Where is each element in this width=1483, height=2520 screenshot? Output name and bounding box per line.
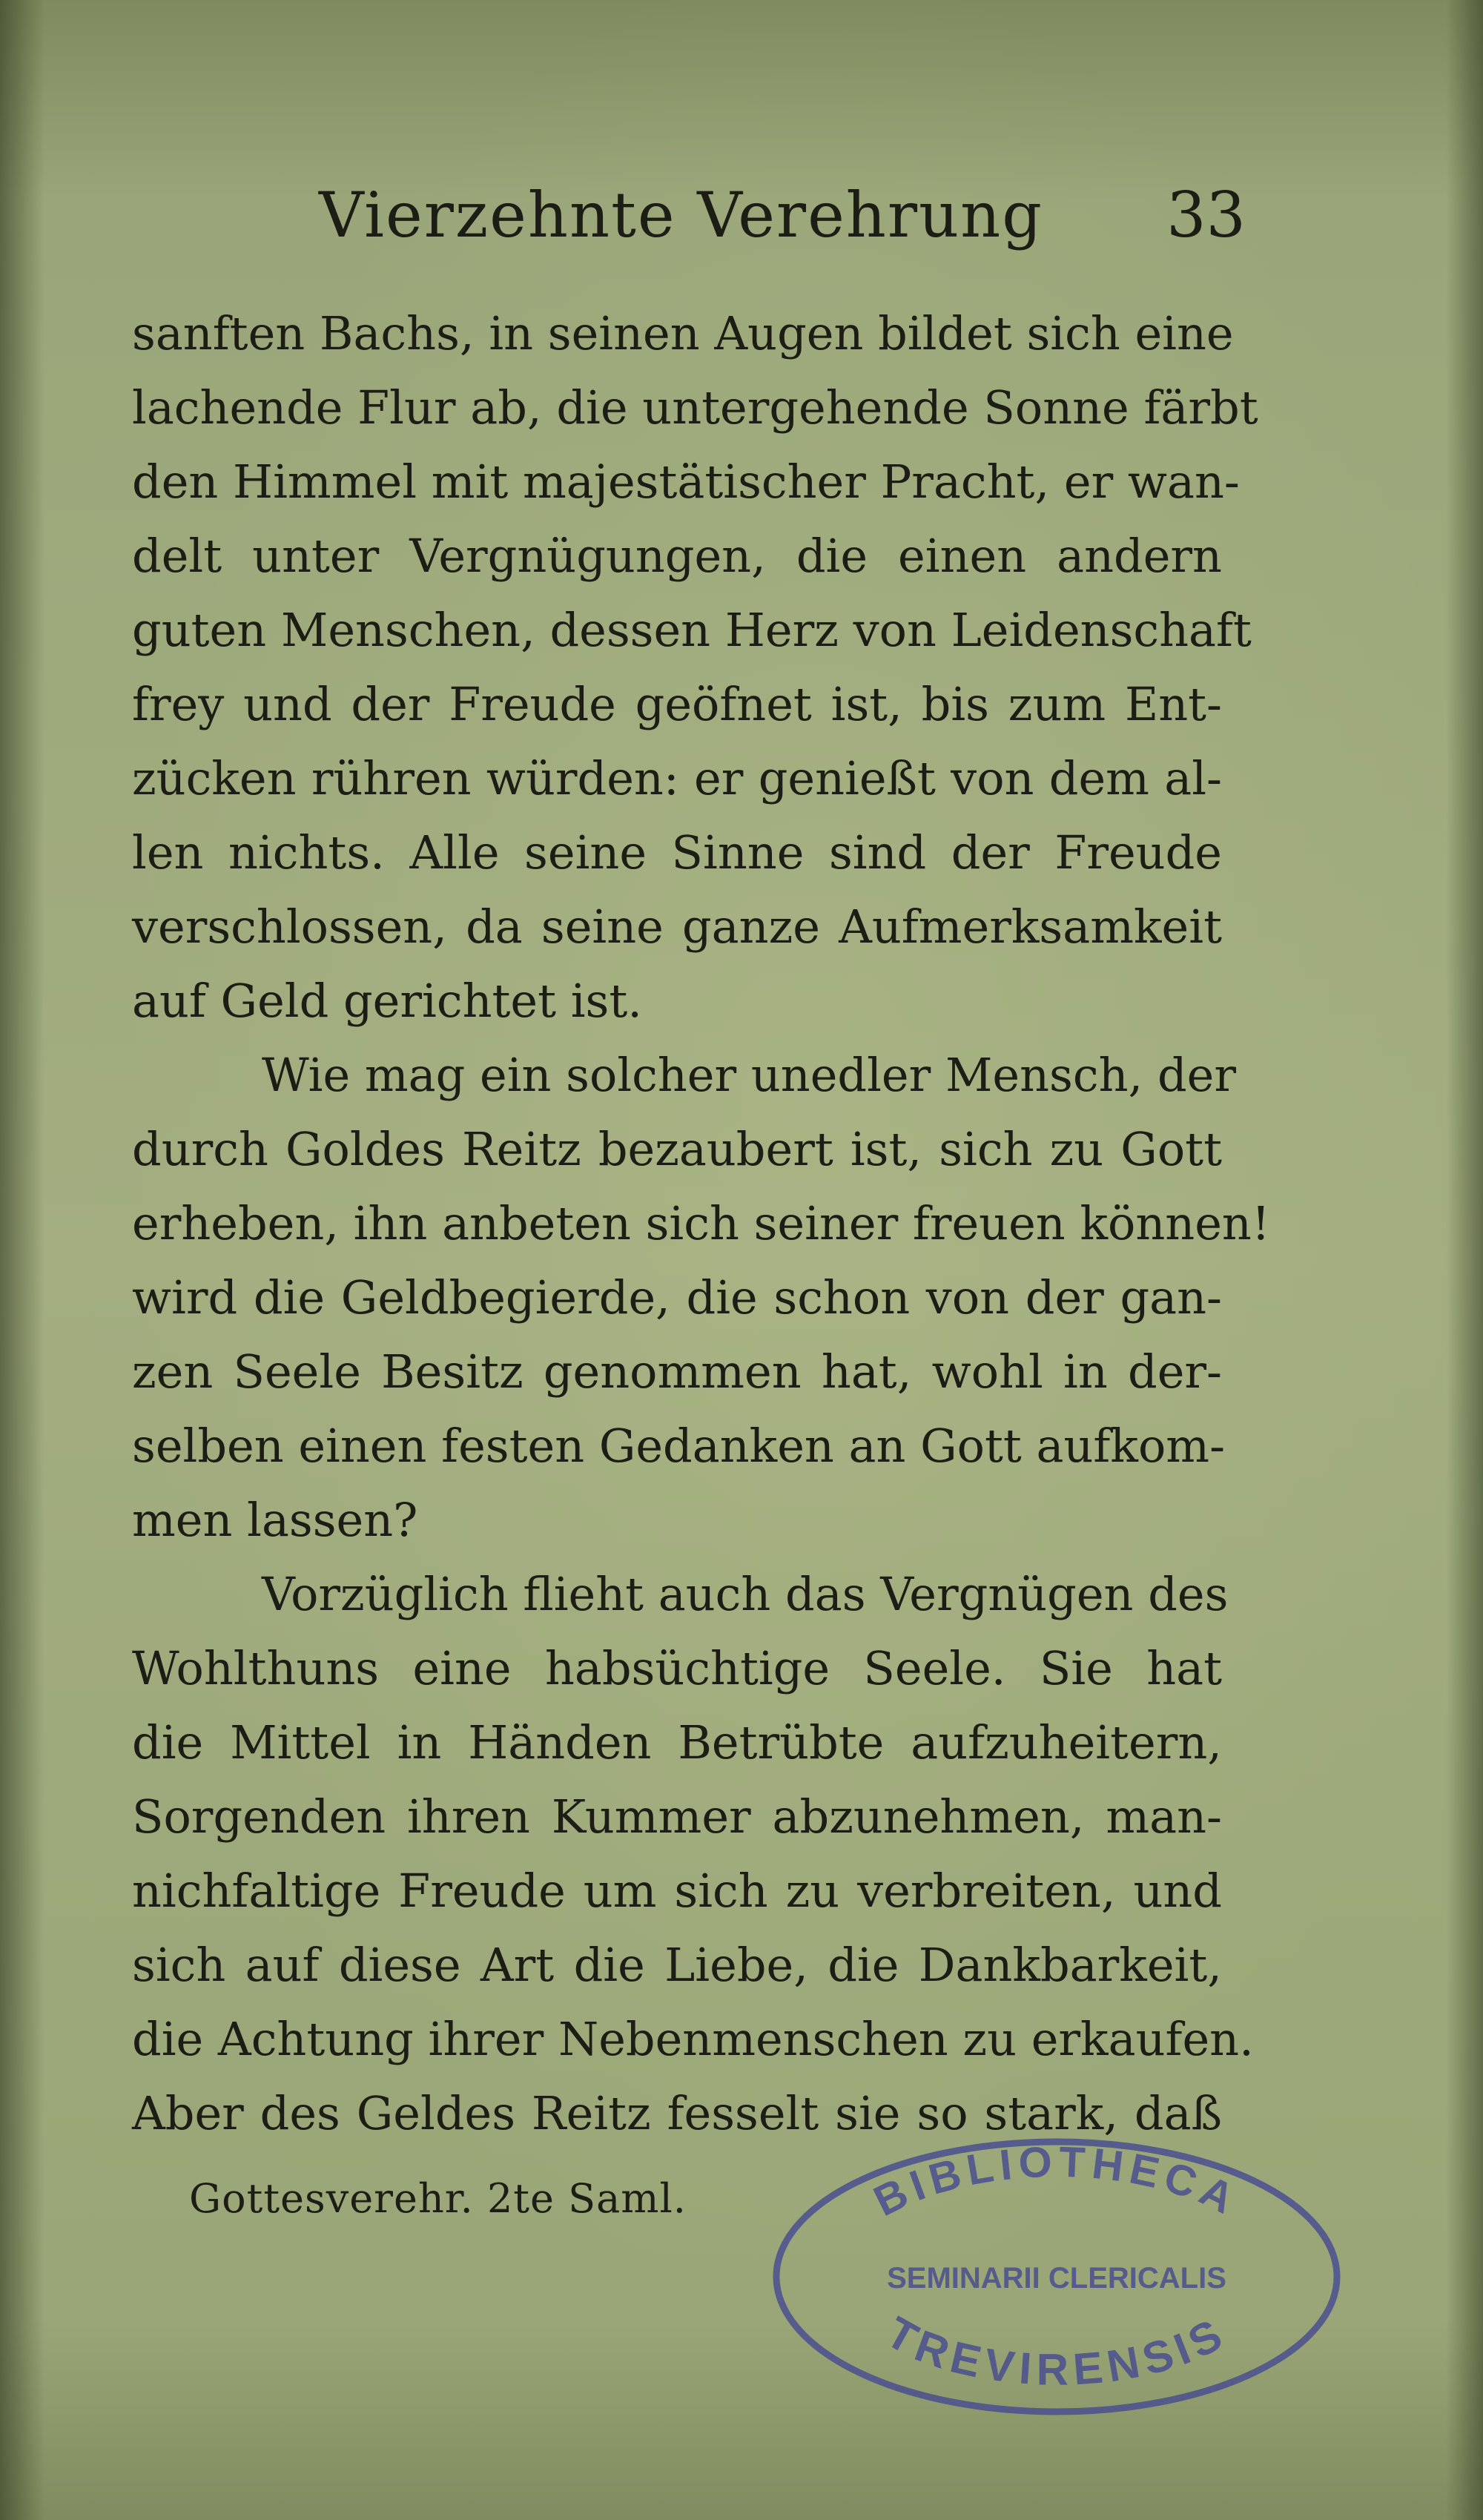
paragraph-start-line: Vorzüglich flieht auch das Vergnügen des — [262, 1567, 1229, 1621]
text-line: erheben, ihn anbeten sich seiner freuen können! — [132, 1196, 1270, 1250]
text-line: selben einen festen Gedanken an Gott aufkom- — [132, 1419, 1226, 1473]
stamp-bottom-text: TREVIRENSIS — [878, 2306, 1235, 2395]
printer-signature: Gottesverehr. 2te Saml. — [189, 2175, 687, 2222]
text-line: men lassen? — [132, 1493, 418, 1547]
text-line: Wohlthuns eine habsüchtige Seele. Sie hat — [132, 1641, 1222, 1695]
text-line: sanften Bachs, in seinen Augen bildet sich eine — [132, 306, 1234, 360]
body-text — [132, 297, 1270, 2151]
text-line: wird die Geldbegierde, die schon von der gan- — [132, 1270, 1222, 1325]
text-line: nichfaltige Freude um sich zu verbreiten, und — [132, 1864, 1222, 1918]
page-header — [319, 171, 1246, 260]
text-line: delt unter Vergnügungen, die einen andern — [132, 529, 1222, 583]
text-line: den Himmel mit majestätischer Pracht, er wan- — [132, 455, 1240, 509]
text-line: auf Geld gerichtet ist. — [132, 974, 642, 1028]
text-line: guten Menschen, dessen Herz von Leidenschaft — [132, 603, 1252, 657]
text-line: lachende Flur ab, die untergehende Sonne färbt — [132, 380, 1258, 435]
text-line: zücken rühren würden: er genießt von dem al- — [132, 751, 1222, 805]
paragraph-start-line: Wie mag ein solcher unedler Mensch, der — [262, 1048, 1236, 1102]
text-line: len nichts. Alle seine Sinne sind der Freude — [132, 825, 1222, 880]
text-line: durch Goldes Reitz bezaubert ist, sich zu Gott — [132, 1122, 1222, 1176]
text-line: frey und der Freude geöfnet ist, bis zum Ent- — [132, 677, 1222, 731]
text-line: Sorgenden ihren Kummer abzunehmen, man- — [132, 1790, 1222, 1844]
text-line: verschlossen, da seine ganze Aufmerksamkeit — [132, 900, 1222, 954]
running-title: Vierzehnte Verehrung — [319, 179, 1044, 251]
stamp-top-text: BIBLIOTHECA — [866, 2137, 1247, 2226]
page-edge-shadow-left — [0, 0, 44, 2520]
page-edge-shadow-right — [1446, 0, 1483, 2520]
library-stamp — [764, 2128, 1350, 2425]
stamp-middle-text: SEMINARII CLERICALIS — [887, 2262, 1226, 2295]
text-line: zen Seele Besitz genommen hat, wohl in der- — [132, 1345, 1222, 1399]
text-line: Aber des Geldes Reitz fesselt sie so stark, daß — [132, 2086, 1222, 2140]
text-line: sich auf diese Art die Liebe, die Dankbarkeit, — [132, 1938, 1222, 1992]
text-line: die Mittel in Händen Betrübte aufzuheitern, — [132, 1715, 1222, 1769]
text-line: die Achtung ihrer Nebenmenschen zu erkaufen. — [132, 2012, 1254, 2066]
page-number: 33 — [1166, 179, 1246, 251]
